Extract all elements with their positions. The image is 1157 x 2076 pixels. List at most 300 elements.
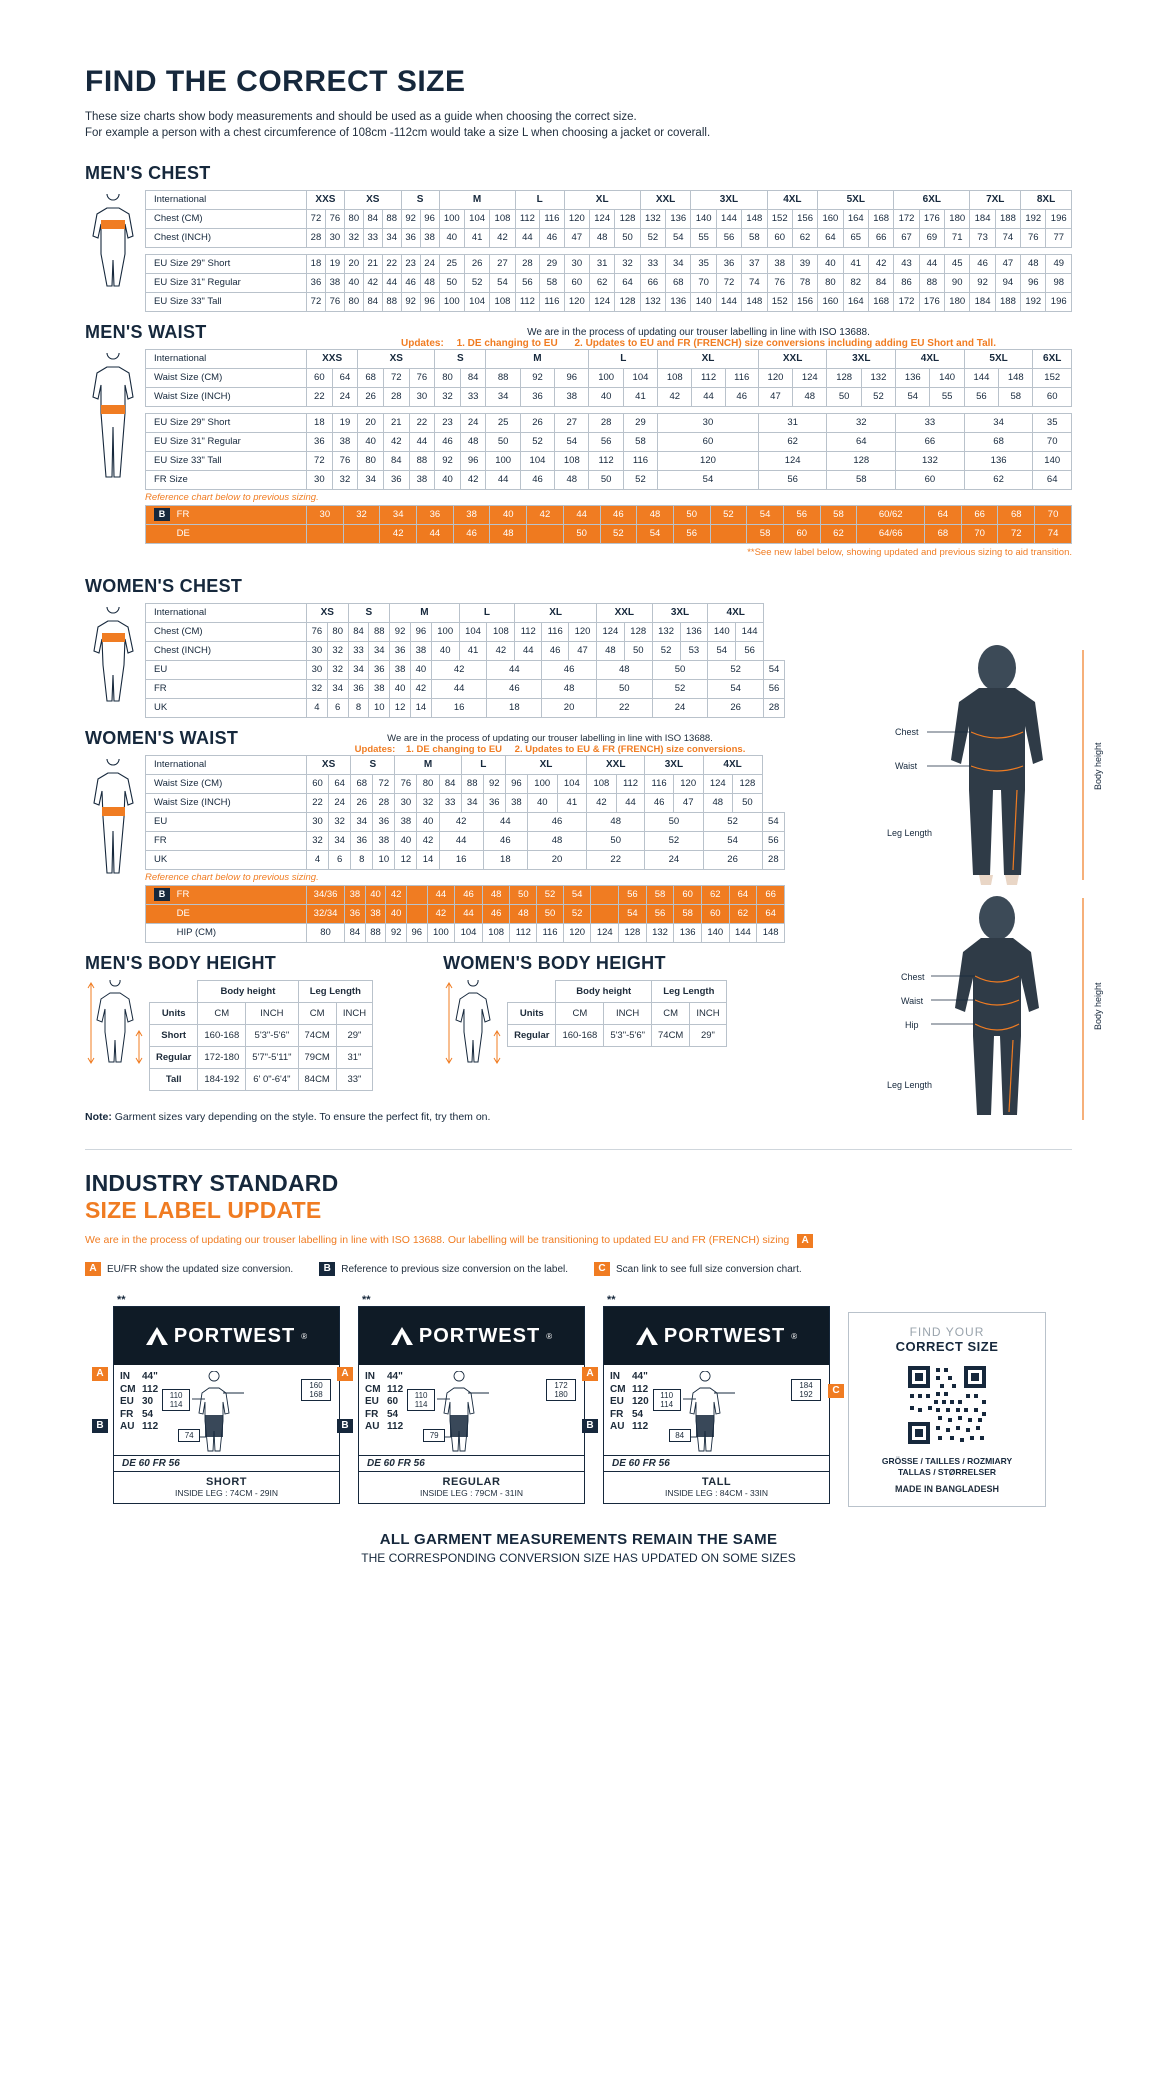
cell (343, 525, 380, 544)
cell: 50 (596, 680, 652, 699)
cell: 54 (708, 680, 764, 699)
size-value: 60 (387, 1396, 399, 1407)
cell: 86 (894, 274, 919, 293)
cell: 88 (919, 274, 944, 293)
cell: 52 (563, 905, 591, 924)
cell: 64 (1033, 471, 1072, 490)
row-label: Regular (150, 1047, 198, 1069)
cell: 50 (563, 525, 600, 544)
cell: 24 (329, 794, 351, 813)
cell: 136 (674, 924, 702, 943)
col-header: XS (358, 350, 435, 369)
cell: 100 (589, 369, 623, 388)
cell: 74CM (298, 1025, 336, 1047)
cell: 42 (460, 471, 486, 490)
size-value: 54 (632, 1408, 644, 1420)
cell: 77 (1046, 229, 1072, 248)
row-label: Regular (508, 1025, 556, 1047)
cell: 47 (673, 794, 703, 813)
label-size-row (365, 1409, 403, 1422)
cell: 144 (964, 369, 998, 388)
cell: 144 (729, 924, 757, 943)
cell: 42 (487, 642, 515, 661)
cell: 140 (930, 369, 964, 388)
cell (591, 886, 619, 905)
cell: 46 (527, 813, 586, 832)
cell: 96 (410, 623, 431, 642)
measure-value: 110 (414, 1391, 428, 1400)
cell: 116 (537, 924, 564, 943)
cell: 144 (716, 293, 741, 312)
cell: 48 (490, 525, 527, 544)
cell: 24 (645, 851, 703, 870)
cell: 80 (818, 274, 843, 293)
cell: 92 (401, 293, 420, 312)
row-label-with-badge (146, 506, 307, 525)
cell: 124 (758, 452, 827, 471)
cell: 44 (487, 661, 542, 680)
legend-b-text: Reference to previous size conversion on the label. (341, 1263, 569, 1275)
womens-waist-updates-line: We are in the process of updating our trouser labelling in line with ISO 13688. (387, 733, 713, 744)
label-figure (649, 1371, 823, 1455)
cell: 74 (1035, 525, 1072, 544)
cell: 40 (395, 832, 417, 851)
cell: 64 (329, 775, 351, 794)
cell: 30 (395, 794, 417, 813)
cell: 62 (758, 433, 827, 452)
cell: 52 (861, 388, 895, 407)
cell: 60 (783, 525, 820, 544)
cell: 36 (345, 905, 366, 924)
svg-text:Waist: Waist (901, 996, 924, 1006)
label-size-row (120, 1384, 158, 1397)
cell: 84 (868, 274, 893, 293)
row-label: Waist Size (CM) (146, 369, 307, 388)
size-key: IN (365, 1371, 375, 1382)
col-header: M (390, 604, 459, 623)
cell: 8 (348, 699, 369, 718)
mens-chest-figure (85, 190, 145, 290)
cell: 26 (703, 851, 762, 870)
svg-text:Hip: Hip (905, 1020, 919, 1030)
cell: 53 (680, 642, 708, 661)
cell: 80 (435, 369, 461, 388)
cell: 160 (818, 293, 843, 312)
mens-body-height-heading: MEN'S BODY HEIGHT (85, 953, 277, 973)
cell: 70 (1035, 506, 1072, 525)
womens-chest-heading: WOMEN'S CHEST (85, 576, 243, 596)
qr-card[interactable] (848, 1312, 1046, 1507)
cell: 44 (919, 255, 944, 274)
measure-value: 172 (554, 1381, 568, 1390)
label-leg: INSIDE LEG : 74CM - 29IN (175, 1488, 278, 1498)
cell: 124 (703, 775, 733, 794)
cell: 34 (964, 414, 1033, 433)
badge-a-icon: A (582, 1367, 598, 1381)
row-label-with-badge (146, 886, 307, 905)
cell: 50 (733, 794, 763, 813)
cell: 80 (417, 775, 439, 794)
col-header: S (348, 604, 390, 623)
cell: 88 (365, 924, 386, 943)
cell: 28 (589, 414, 623, 433)
label-size-row (120, 1371, 158, 1384)
cell: 44 (431, 680, 487, 699)
cell: 26 (464, 255, 489, 274)
cell: 47 (569, 642, 597, 661)
cell: 30 (325, 229, 344, 248)
col-header: S (401, 191, 439, 210)
cell: 184-192 (198, 1069, 246, 1091)
mens-chest-table (145, 190, 1072, 312)
badge-a-icon: A (85, 1262, 101, 1276)
cell: 26 (520, 414, 554, 433)
size-key: CM (120, 1383, 136, 1395)
cell: 33 (363, 229, 382, 248)
cell: 60 (674, 886, 702, 905)
cell: 38 (325, 274, 344, 293)
cell: 60 (658, 433, 759, 452)
cell: 120 (564, 293, 589, 312)
table-row (146, 851, 785, 870)
cell: 96 (406, 924, 427, 943)
cell: 56 (964, 388, 998, 407)
cell: 64 (925, 506, 962, 525)
cell: 38 (453, 506, 490, 525)
cell: 42 (410, 680, 431, 699)
cell: 40 (818, 255, 843, 274)
cell: 40 (386, 905, 407, 924)
measure-value: 114 (660, 1400, 674, 1409)
cell: 46 (725, 388, 758, 407)
legend-item-b (319, 1262, 568, 1276)
cell: 156 (792, 293, 817, 312)
mens-waist-figure (85, 349, 145, 483)
cell: 27 (490, 255, 515, 274)
cell: 45 (945, 255, 970, 274)
cell: 44 (417, 525, 454, 544)
label-card-short-wrap (96, 1294, 340, 1504)
cell: 172 (894, 293, 919, 312)
cell: 42 (363, 274, 382, 293)
cell: 56 (673, 525, 710, 544)
table-row (146, 886, 785, 905)
label-leg: INSIDE LEG : 79CM - 31IN (420, 1488, 523, 1498)
cell: 28 (383, 388, 409, 407)
cell: 58 (999, 388, 1033, 407)
cell: 70 (1033, 433, 1072, 452)
table-row (146, 642, 785, 661)
cell: 44 (692, 388, 725, 407)
size-value: 54 (142, 1408, 154, 1420)
cell: 192 (1021, 210, 1046, 229)
size-value: 30 (142, 1396, 154, 1407)
cell: 52 (652, 680, 708, 699)
womens-body-height-figure (443, 980, 507, 1066)
cell: 47 (995, 255, 1020, 274)
cell: 40 (365, 886, 386, 905)
cell: 120 (758, 369, 792, 388)
mens-chest-heading: MEN'S CHEST (85, 163, 211, 183)
cell: 12 (395, 851, 417, 870)
cell (591, 905, 619, 924)
badge-a-icon: A (797, 1234, 813, 1248)
cell: 28 (307, 229, 326, 248)
cell (406, 905, 427, 924)
industry-title-2: SIZE LABEL UPDATE (85, 1197, 322, 1223)
row-label: Tall (150, 1069, 198, 1091)
cell: 43 (894, 255, 919, 274)
cell: 104 (464, 210, 489, 229)
cell: 160-168 (198, 1025, 246, 1047)
cell: 44 (616, 794, 645, 813)
cell: 48 (510, 905, 537, 924)
table-row (150, 1025, 373, 1047)
cell: 20 (358, 414, 384, 433)
cell: 47 (564, 229, 589, 248)
cell: 50 (439, 274, 464, 293)
cell: 36 (369, 661, 390, 680)
label-card-tall-wrap (586, 1294, 830, 1504)
table-row (146, 794, 785, 813)
cell: 30 (658, 414, 759, 433)
registered-mark: ® (546, 1331, 553, 1341)
cell: 60 (564, 274, 589, 293)
womens-waist-figure (85, 755, 145, 879)
registered-mark: ® (791, 1331, 798, 1341)
table-row (150, 1047, 373, 1069)
cell: 140 (708, 623, 736, 642)
qr-code-icon[interactable] (904, 1362, 990, 1448)
measure-value: 192 (799, 1390, 813, 1399)
cell: 30 (409, 388, 435, 407)
table-row (146, 414, 1072, 433)
cell: 35 (1033, 414, 1072, 433)
cell: 164 (843, 210, 868, 229)
cell: 34 (666, 255, 691, 274)
cell: 42 (427, 905, 455, 924)
measure-value: 110 (169, 1391, 183, 1400)
qr-sub-line-2: TALLAS / STØRRELSER (897, 1467, 997, 1477)
table-row (146, 350, 1072, 369)
col-header: 4XL (767, 191, 818, 210)
col-header: 5XL (964, 350, 1033, 369)
cell: 33 (348, 642, 369, 661)
cell: 18 (487, 699, 542, 718)
cell: 48 (637, 506, 674, 525)
cell: 128 (619, 924, 647, 943)
cell: 136 (666, 210, 691, 229)
brand-header (114, 1307, 339, 1365)
cell: 54 (563, 886, 591, 905)
col-header: XL (505, 756, 586, 775)
cell: 112 (692, 369, 725, 388)
col-header: S (351, 756, 395, 775)
cell: 22 (307, 794, 329, 813)
cell: 36 (307, 274, 326, 293)
cell: 52 (645, 832, 703, 851)
cell: 32 (435, 388, 461, 407)
col-header: XXL (758, 350, 827, 369)
col-header: L (461, 756, 505, 775)
cell: 79CM (298, 1047, 336, 1069)
badge-c-icon: C (828, 1384, 844, 1398)
cell: 76 (767, 274, 792, 293)
col-header: XL (564, 191, 640, 210)
cell: 58 (827, 471, 896, 490)
label-card-regular (341, 1306, 585, 1504)
label-de-fr: DE 60 FR 56 (604, 1455, 829, 1471)
mens-waist-footnote: **See new label below, showing updated and previous sizing to aid transition. (747, 547, 1072, 558)
cell: 48 (590, 229, 615, 248)
label-size-row (365, 1396, 403, 1409)
mens-chest-block (85, 163, 1072, 312)
cell: 48 (460, 433, 486, 452)
table-row (146, 699, 785, 718)
cell: 42 (527, 506, 564, 525)
cell: 33 (640, 255, 665, 274)
row-label: Chest (INCH) (146, 642, 307, 661)
cell: 38 (395, 813, 417, 832)
row-label: DE (176, 908, 190, 920)
cell: 34 (369, 642, 390, 661)
cell: 68 (666, 274, 691, 293)
intro-text (85, 109, 1072, 141)
cell: 132 (640, 210, 665, 229)
cell: 4 (307, 699, 328, 718)
label-size-row (120, 1421, 158, 1434)
cell: 92 (520, 369, 554, 388)
row-label: EU (146, 661, 307, 680)
cell: 16 (439, 851, 483, 870)
womens-chest-figure (85, 603, 145, 705)
label-size-row (365, 1421, 403, 1434)
cell: 36 (520, 388, 554, 407)
cell: 140 (691, 293, 716, 312)
cell: 56 (589, 433, 623, 452)
fit-note-text: Garment sizes vary depending on the style. To ensure the perfect fit, try them on. (111, 1111, 491, 1123)
brand-header (604, 1307, 829, 1365)
cell: 46 (542, 661, 597, 680)
cell: 40 (527, 794, 557, 813)
cell: 54 (619, 905, 647, 924)
womens-waist-previous-table (145, 885, 785, 943)
size-key: EU (365, 1396, 379, 1407)
row-label: EU (146, 813, 307, 832)
cell: 64 (729, 886, 757, 905)
row-label: FR (146, 832, 307, 851)
womens-body-height-block (443, 953, 727, 1091)
col-header: 4XL (703, 756, 762, 775)
cell: 104 (623, 369, 657, 388)
cell: 120 (658, 452, 759, 471)
cell: 68 (925, 525, 962, 544)
measure-box-left (653, 1389, 681, 1411)
cell: 22 (409, 414, 435, 433)
cell: 32/34 (307, 905, 345, 924)
cell: 46 (542, 642, 569, 661)
cell: 80 (358, 452, 384, 471)
cell: 52 (537, 886, 564, 905)
cell: 96 (555, 369, 589, 388)
cell: 40 (344, 274, 363, 293)
cell: 4 (307, 851, 329, 870)
col-header: L (589, 350, 658, 369)
industry-lead-text: We are in the process of updating our trouser labelling in line with ISO 13688. Our labelling will be transitioning to updated EU and FR (FRENCH) sizing (85, 1234, 790, 1246)
cell: 32 (332, 471, 358, 490)
row-label: FR (176, 509, 190, 521)
cell: 124 (590, 293, 615, 312)
cell: 116 (542, 623, 569, 642)
cell: CM (652, 1003, 690, 1025)
svg-text:Chest: Chest (895, 727, 919, 737)
cell: 22 (587, 851, 645, 870)
cell: 84 (345, 924, 366, 943)
cell: 36 (348, 680, 369, 699)
cell: 108 (587, 775, 617, 794)
col-header: 6XL (1033, 350, 1072, 369)
cell: 28 (515, 255, 540, 274)
cell: 38 (420, 229, 439, 248)
cell: 56 (716, 229, 741, 248)
cell: 56 (762, 832, 784, 851)
cell: 46 (482, 905, 510, 924)
cell: CM (198, 1003, 246, 1025)
cell: 176 (919, 293, 944, 312)
cell: 64 (818, 229, 843, 248)
measure-value: 110 (660, 1391, 674, 1400)
row-label: International (146, 756, 307, 775)
cell: 104 (455, 924, 483, 943)
label-size-row (365, 1384, 403, 1397)
cell: 25 (439, 255, 464, 274)
col-header: Body height (198, 981, 298, 1003)
cell: 74 (742, 274, 767, 293)
womens-waist-heading: WOMEN'S WAIST (85, 728, 239, 748)
col-header: M (395, 756, 461, 775)
cell: 128 (615, 210, 640, 229)
cell: 32 (615, 255, 640, 274)
cell: 40 (417, 813, 439, 832)
cell: 132 (652, 623, 680, 642)
svg-text:Body height: Body height (1093, 982, 1103, 1030)
cell: 25 (486, 414, 520, 433)
badge-c-icon: C (594, 1262, 610, 1276)
cell: 104 (464, 293, 489, 312)
cell: 36 (401, 229, 420, 248)
labels-row (96, 1294, 1072, 1507)
cell: 40 (439, 229, 464, 248)
cell: 88 (369, 623, 390, 642)
cell: 124 (596, 623, 624, 642)
cell: 132 (861, 369, 895, 388)
badge-b-icon: B (92, 1419, 108, 1433)
qr-title-2: CORRECT SIZE (895, 1339, 999, 1354)
measure-box-right (301, 1379, 331, 1401)
cell (527, 525, 564, 544)
mens-waist-previous-table (145, 505, 1072, 544)
cell: 24 (332, 388, 358, 407)
cell: 50 (673, 506, 710, 525)
cell: 38 (390, 661, 411, 680)
cell: 58 (623, 433, 657, 452)
row-label: EU Size 29" Short (146, 414, 307, 433)
legend-item-a (85, 1262, 293, 1276)
cell: 38 (409, 471, 435, 490)
cell: 31 (758, 414, 827, 433)
cell: 34 (327, 680, 348, 699)
row-label: Waist Size (CM) (146, 775, 307, 794)
